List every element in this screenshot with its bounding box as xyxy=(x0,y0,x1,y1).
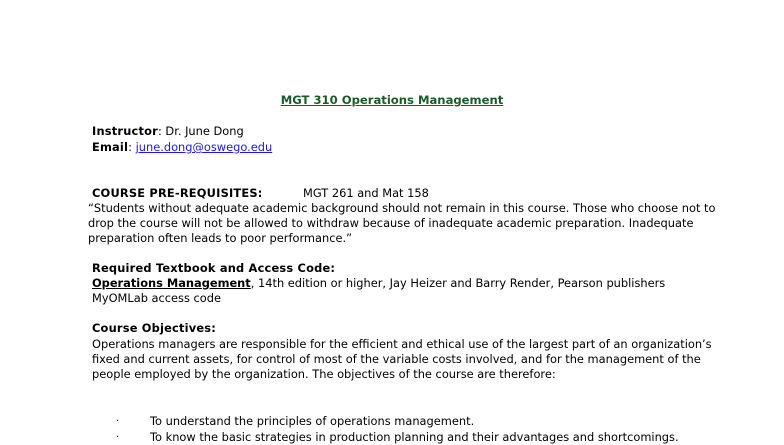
textbook-line xyxy=(92,276,665,291)
course-title: MGT 310 Operations Management xyxy=(280,93,504,107)
prerequisites-note-line: preparation often leads to poor performance.” xyxy=(88,231,353,245)
textbook-details: , 14th edition or higher, Jay Heizer and Barry Render, Pearson publishers xyxy=(250,276,666,290)
bullet-icon: · xyxy=(116,416,120,427)
list-item xyxy=(0,414,784,429)
email-line xyxy=(92,140,272,155)
objective-text: To know the basic strategies in production planning and their advantages and shortcomings. xyxy=(150,430,679,444)
objectives-intro-line: people employed by the organization. The objectives of the course are therefore: xyxy=(92,367,556,381)
instructor-name: Dr. June Dong xyxy=(165,124,244,138)
access-code-line: MyOMLab access code xyxy=(92,291,222,305)
bullet-icon: · xyxy=(116,432,120,443)
prerequisites-note-line: “Students without adequate academic background should not remain in this course. Those who choose not to xyxy=(88,201,716,215)
instructor-separator: : xyxy=(157,124,166,138)
objectives-heading: Course Objectives: xyxy=(92,321,217,335)
email-link[interactable]: june.dong@oswego.edu xyxy=(135,140,273,154)
prerequisites-label: COURSE PRE-REQUISITES: xyxy=(92,186,263,200)
objectives-intro-line: fixed and current assets, for control of most of the variable costs involved, and for the management of the xyxy=(92,352,701,366)
instructor-label: Instructor xyxy=(92,124,158,138)
list-item xyxy=(0,430,784,445)
objective-text: To understand the principles of operations management. xyxy=(150,414,475,428)
email-label: Email xyxy=(92,140,129,154)
objectives-intro-line: Operations managers are responsible for the efficient and ethical use of the largest part of an organization’s xyxy=(92,337,712,351)
instructor-line xyxy=(92,124,244,139)
textbook-heading: Required Textbook and Access Code: xyxy=(92,261,336,275)
textbook-title: Operations Management xyxy=(92,276,251,290)
prerequisites-note-line: drop the course will not be allowed to withdraw because of inadequate academic preparation. Inadequate xyxy=(88,216,694,230)
prerequisites-courses: MGT 261 and Mat 158 xyxy=(303,186,429,200)
email-separator: : xyxy=(128,140,136,154)
